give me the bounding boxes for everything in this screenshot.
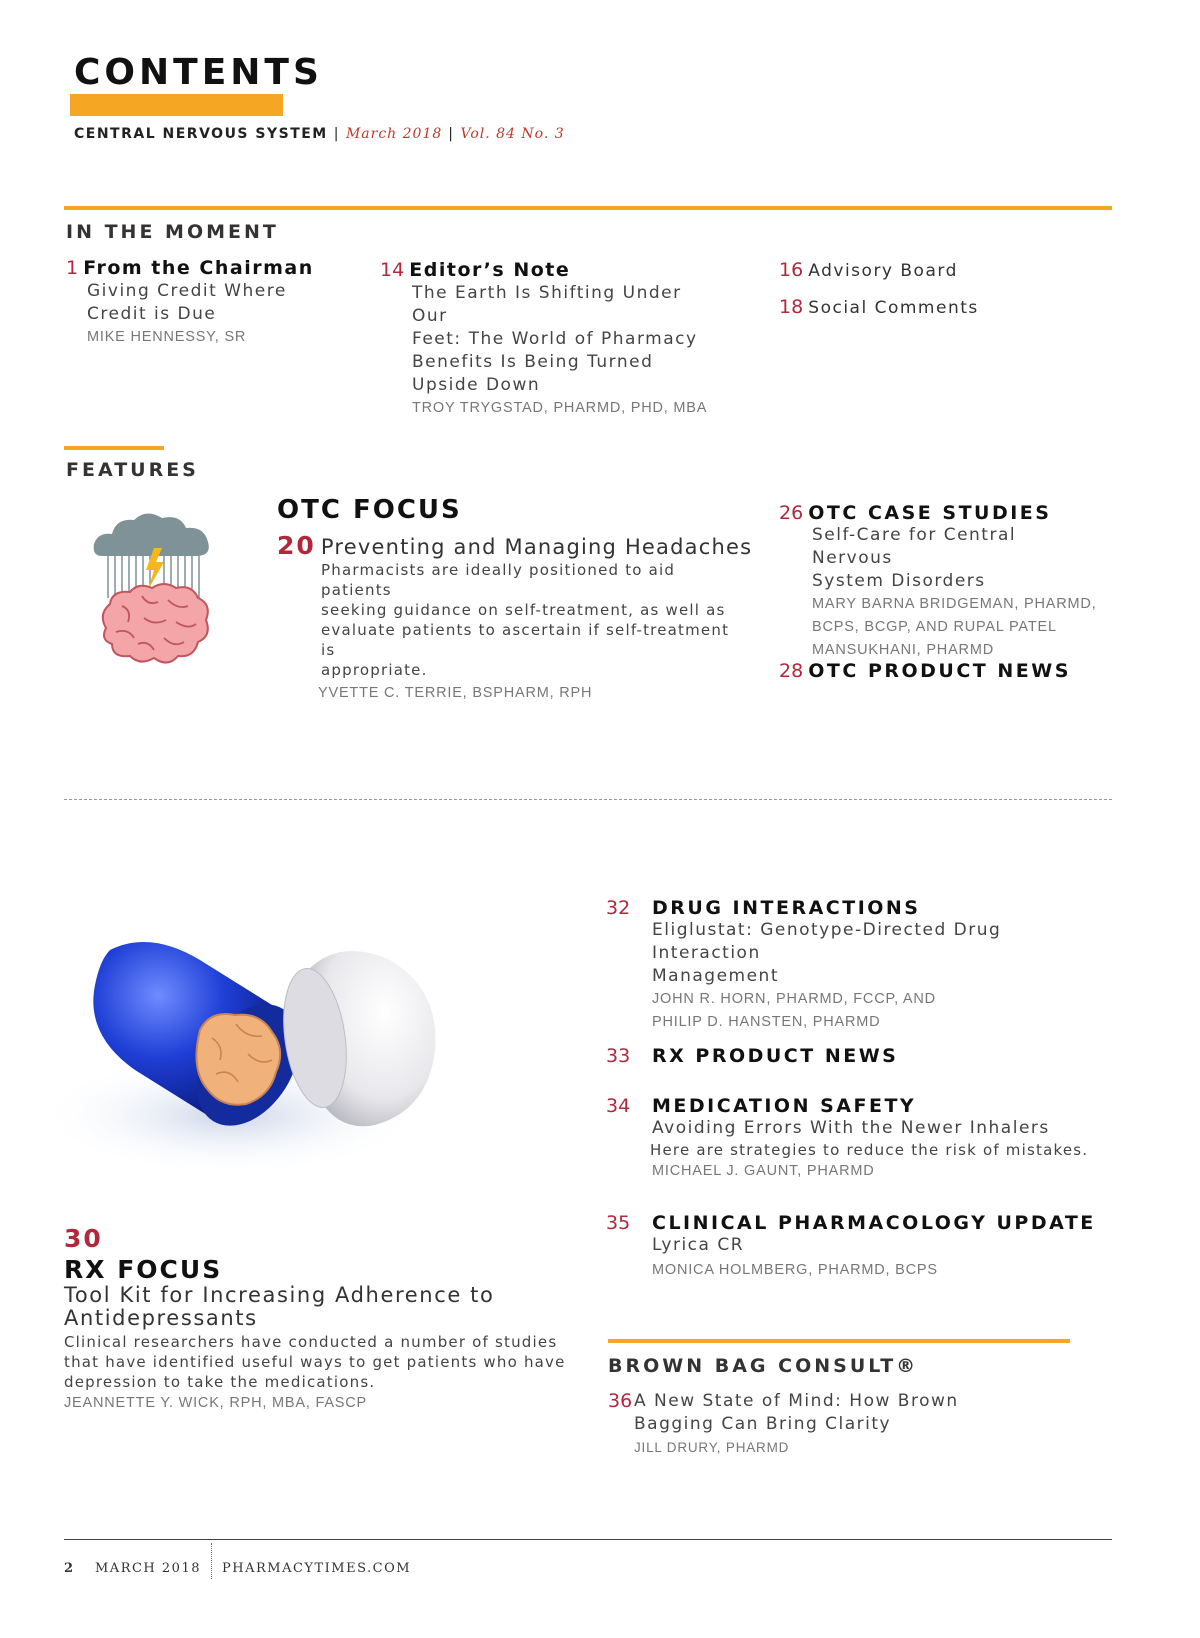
otc-focus-heading: OTC FOCUS [277, 495, 462, 525]
rx-focus-block[interactable] [64, 1224, 584, 1415]
section-label-features: FEATURES [66, 459, 199, 481]
item-author: MICHAEL J. GAUNT, PHARMD [652, 1163, 875, 1179]
item-author: YVETTE C. TERRIE, BSPHARM, RPH [318, 685, 593, 701]
item-title: Tool Kit for Increasing Adherence to Antidepressants [64, 1283, 495, 1330]
capsule-brain-illustration [40, 920, 470, 1180]
page-number: 26 [779, 502, 804, 524]
page-number: 16 [779, 259, 804, 281]
item-title: From the Chairman [83, 257, 314, 279]
item-author: MONICA HOLMBERG, PHARMD, BCPS [652, 1262, 938, 1278]
item-subtitle: Lyrica CR [652, 1235, 745, 1255]
item-title: OTC CASE STUDIES [808, 502, 1052, 524]
toc-item-brown-bag[interactable] [608, 1390, 1028, 1459]
toc-item-clinical-pharmacology[interactable] [606, 1212, 1126, 1282]
item-title: Editor’s Note [409, 259, 571, 281]
item-subtitle: Giving Credit Where Credit is Due [87, 281, 287, 324]
item-title: Advisory Board [808, 261, 958, 281]
toc-item-otc-product-news[interactable] [779, 660, 1071, 682]
storm-cloud-brain-illustration [92, 510, 218, 670]
issue-line: CENTRAL NERVOUS SYSTEM | March 2018 | Vol. 84 No. 3 [74, 126, 565, 142]
item-subtitle: Eliglustat: Genotype-Directed Drug Interaction Management [652, 920, 1002, 986]
features-rule [64, 446, 164, 450]
item-title: DRUG INTERACTIONS [652, 897, 921, 919]
item-author: JOHN R. HORN, PHARMD, FCCP, AND PHILIP D. HANSTEN, PHARMD [652, 991, 936, 1030]
item-title: RX PRODUCT NEWS [652, 1045, 899, 1067]
footer-site: PHARMACYTIMES.COM [222, 1561, 412, 1576]
issue-section: CENTRAL NERVOUS SYSTEM [74, 126, 328, 142]
item-subtitle: Self-Care for Central Nervous System Disorders [812, 525, 1017, 591]
footer-divider [211, 1543, 212, 1579]
otc-focus-block[interactable] [277, 495, 753, 705]
page-number: 20 [277, 531, 316, 560]
page-number: 33 [606, 1045, 631, 1067]
item-title: OTC PRODUCT NEWS [808, 660, 1071, 682]
section-label-in-the-moment: IN THE MOMENT [66, 221, 279, 243]
title-underline-bar [70, 94, 283, 116]
page-title: CONTENTS [74, 52, 323, 93]
footer-rule [64, 1539, 1112, 1540]
item-title: Preventing and Managing Headaches [320, 535, 753, 559]
toc-item-advisory-board[interactable] [779, 259, 958, 281]
item-author: JILL DRURY, PHARMD [634, 1440, 790, 1455]
item-title: Social Comments [808, 298, 979, 318]
brown-bag-rule [608, 1339, 1070, 1343]
issue-date: March 2018 [345, 126, 443, 142]
issue-volume: Vol. 84 No. 3 [460, 126, 565, 142]
page-number: 34 [606, 1095, 631, 1117]
item-title: MEDICATION SAFETY [652, 1095, 917, 1117]
toc-item-chairman[interactable] [66, 257, 336, 349]
item-title: A New State of Mind: How Brown Bagging Can Bring Clarity [634, 1391, 959, 1434]
page-number: 14 [380, 259, 405, 281]
page-number: 28 [779, 660, 804, 682]
item-author: JEANNETTE Y. WICK, RPH, MBA, FASCP [64, 1395, 368, 1411]
toc-item-editors-note[interactable] [380, 259, 720, 420]
toc-item-rx-product-news[interactable] [606, 1045, 1106, 1067]
toc-item-social-comments[interactable] [779, 296, 979, 318]
item-description: Here are strategies to reduce the risk of mistakes. [650, 1141, 1089, 1159]
page-number: 30 [64, 1224, 103, 1253]
footer-page-number: 2 [64, 1561, 75, 1576]
page-number: 18 [779, 296, 804, 318]
item-author: MARY BARNA BRIDGEMAN, PHARMD, BCPS, BCGP, AND RUPAL PATEL MANSUKHANI, PHARMD [812, 596, 1097, 658]
item-subtitle: The Earth Is Shifting Under Our Feet: The World of Pharmacy Benefits Is Being Turned Upside Down [412, 283, 698, 395]
page-number: 36 [608, 1390, 633, 1412]
item-author: MIKE HENNESSY, SR [87, 329, 247, 345]
page-number: 35 [606, 1212, 631, 1234]
page-number: 32 [606, 897, 631, 919]
item-description: Clinical researchers have conducted a number of studies that have identified useful ways to get patients who have depression to take the medications. [64, 1333, 566, 1391]
section-divider [64, 799, 1112, 800]
toc-item-medication-safety[interactable] [606, 1095, 1106, 1183]
item-title: CLINICAL PHARMACOLOGY UPDATE [652, 1212, 1096, 1234]
footer-date: MARCH 2018 [95, 1561, 201, 1576]
section-label-brown-bag: BROWN BAG CONSULT® [608, 1355, 919, 1377]
section-rule [64, 206, 1112, 210]
item-author: TROY TRYGSTAD, PHARMD, PHD, MBA [412, 400, 708, 416]
item-subtitle: Avoiding Errors With the Newer Inhalers [652, 1118, 1050, 1138]
toc-item-otc-case-studies[interactable] [779, 502, 1099, 662]
toc-item-drug-interactions[interactable] [606, 897, 1106, 1034]
page-number: 1 [66, 257, 79, 279]
rx-focus-heading: RX FOCUS [64, 1255, 223, 1284]
item-description: Pharmacists are ideally positioned to aid patients seeking guidance on self-treatment, as well as evaluate patients to ascertain if self-treatment is appropriate. [321, 561, 730, 679]
